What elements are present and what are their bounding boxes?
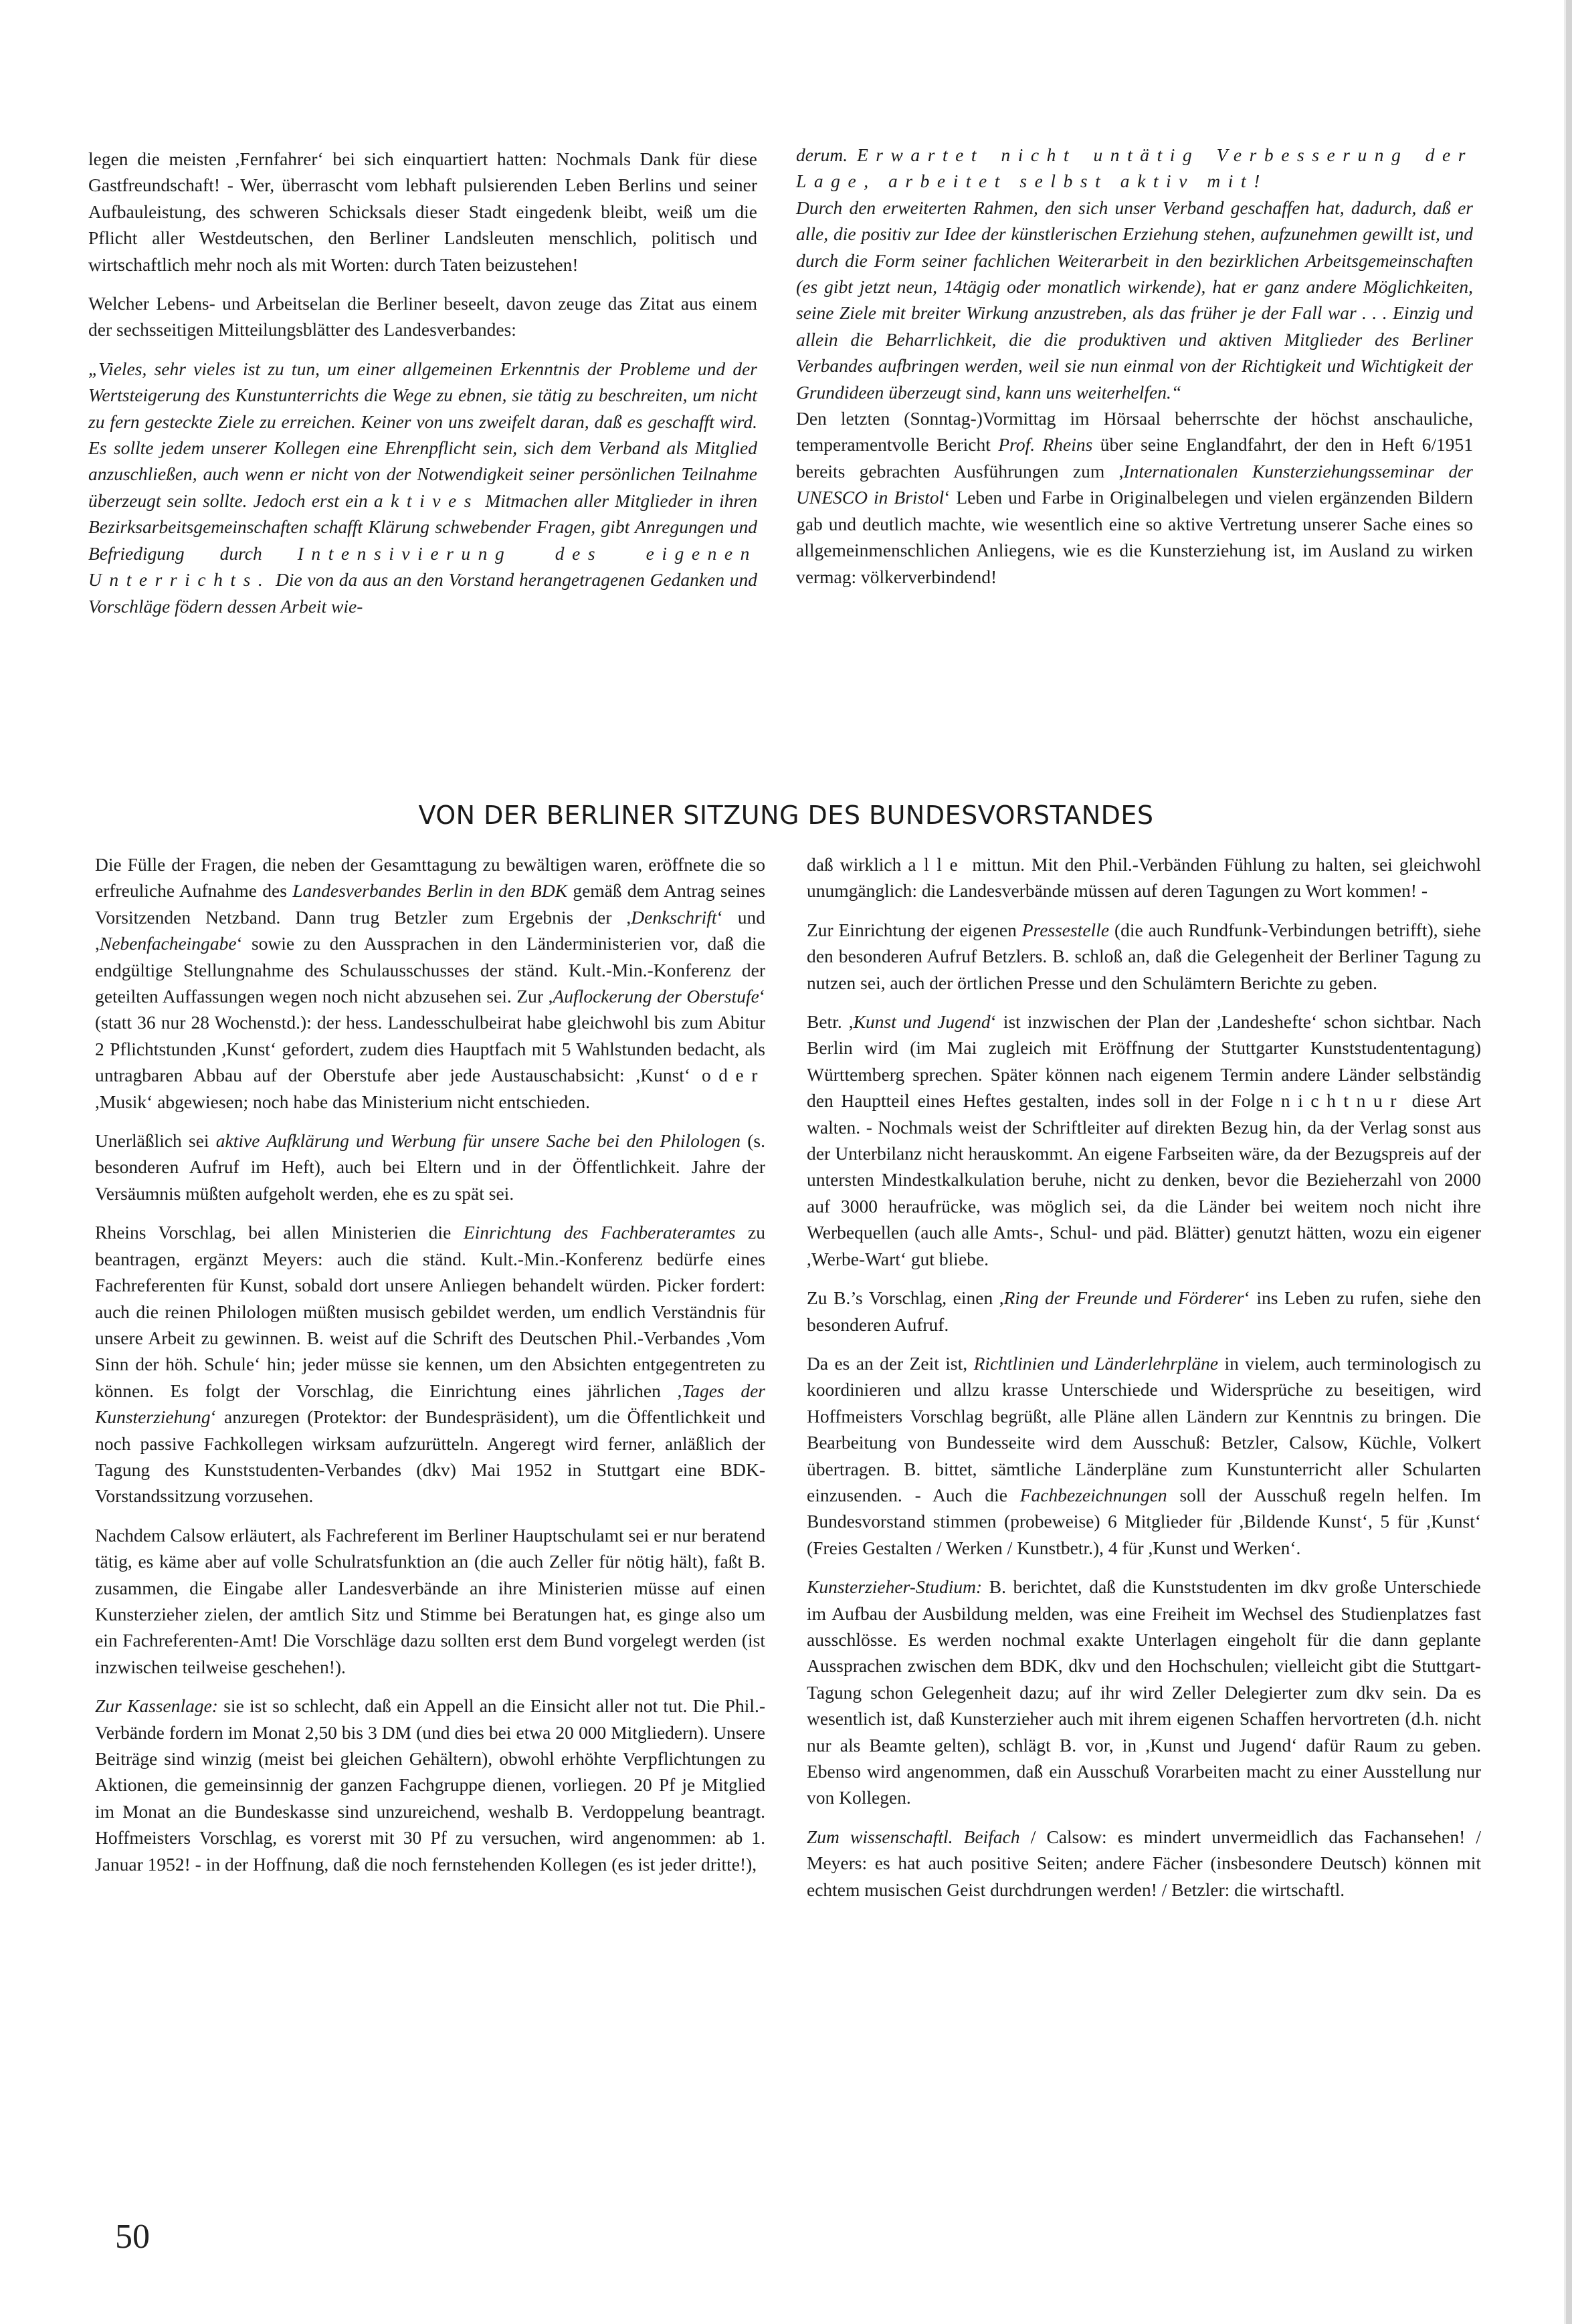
emphasis: Zur Kassenlage: bbox=[95, 1695, 218, 1717]
emphasis: Fachbezeichnungen bbox=[1019, 1484, 1167, 1505]
text: ‘ ins Leben zu rufen, siehe den besonderen Aufruf. bbox=[807, 1287, 1481, 1335]
text: ‘ (statt 36 nur 28 Wochenstd.): der hess. Landesschulbeirat habe gleichwohl bis zum Abitur 2 Pflichtstunden ,Kunst‘ gefordert, zudem dies Hauptfach mit 5 Wahlstunden bedacht, als untragbaren Abbau auf der Oberstufe aber jede Austauschabsicht: ,Kunst‘ bbox=[95, 986, 765, 1086]
text: Unerläßlich sei bbox=[95, 1130, 209, 1152]
paragraph bbox=[95, 1128, 765, 1206]
text: ,Musik‘ abgewiesen; noch habe das Ministerium nicht entschieden. bbox=[95, 1091, 591, 1112]
text: Betr. , bbox=[807, 1011, 854, 1033]
text: Zu B.’s Vorschlag, einen , bbox=[807, 1287, 1004, 1309]
text: (s. besonderen Aufruf im Heft), auch bei Eltern und in der Öffentlichkeit. Jahre der Versäumnis müßten aufgeholt werden, ehe es zu spät sei. bbox=[95, 1130, 765, 1204]
emphasis: Kunst und Jugend bbox=[853, 1011, 991, 1033]
text: ‘ Leben und Farbe in Originalbelegen und vielen ergänzenden Bildern gab und deutlich machte, wie wesentlich eine so aktive Vertretung unserer Sache eines so allgemeinmenschlichen Anliegens, wie es die Kunsterziehung ist, im Ausland zu wirken vermag: völkerverbindend! bbox=[796, 487, 1473, 587]
text: Da es an der Zeit ist, bbox=[807, 1352, 968, 1374]
text: gemäß dem Antrag seines Vorsitzenden Netzband. Dann trug Betzler zum Ergebnis der , bbox=[95, 880, 766, 928]
emphasis: Nebenfacheingabe bbox=[99, 933, 237, 954]
column-top-right bbox=[796, 142, 1473, 603]
text: sie ist so schlecht, daß ein Appell an die Einsicht aller not tut. Die Phil.-Verbände fordern im Monat 2,50 bis 3 DM (und dies bei etwa 20 000 Mitgliedern). Unsere Beiträge sind winzig (meist bei gleichen Gehältern), obwohl erhöhte Verpflichtungen zu Aktionen, die gemeinsinnig der ganzen Fachgruppe dienen, vorliegen. 20 Pf je Mitglied im Monat an die Bundeskasse sind unzureichend, weshalb B. Verdoppelung beantragt. Hoffmeisters Vorschlag, es vorerst mit 30 Pf zu versuchen, wird angenommen: ab 1. Januar 1952! - in der Hoffnung, daß die noch fernstehenden Kollegen (es ist jeder dritte!), bbox=[95, 1695, 766, 1875]
text: in vielem, auch terminologisch zu koordinieren und allzu krasse Unterschiede und Widersprüche zu beseitigen, wird Hoffmeisters Vorschlag begrüßt, alle Pläne allen Ländern zur Kenntnis zu bringen. Die Bearbeitung von Bundesseite wird dem Ausschuß: Betzler, Calsow, Küchle, Volkert übertragen. B. bittet, sämtliche Länderpläne zum Kunstunterricht aller Schularten einzusenden. - Auch die bbox=[807, 1352, 1482, 1505]
paragraph bbox=[95, 851, 765, 1115]
spaced-emphasis: alle bbox=[908, 854, 966, 875]
quote-text: derum. bbox=[796, 144, 848, 165]
text: soll der Ausschuß regeln helfen. Im Bundesvorstand stimmen (probeweise) 6 Mitglieder für ,Bildende Kunst‘, 5 für ,Kunst‘ (Freies Gestalten / Werken / Kunstbetr.), 4 für ,Kunst und Werken‘. bbox=[807, 1484, 1482, 1558]
text: (die auch Rundfunk-Verbindungen betrifft), siehe den besonderen Aufruf Betzlers. B. schloß an, daß die Gelegenheit der Berliner Tagung zu nutzen sei, auch der örtlichen Presse und den Schulämtern Berichte zu geben. bbox=[807, 919, 1481, 993]
paragraph bbox=[807, 1824, 1481, 1903]
emphasis: Auflockerung der Oberstufe bbox=[553, 986, 759, 1007]
paragraph bbox=[807, 1350, 1481, 1561]
paragraph bbox=[807, 917, 1481, 996]
text: Die Fülle der Fragen, die neben der Gesamttagung zu bewältigen waren, eröffnete die so erfreuliche Aufnahme des bbox=[95, 854, 765, 902]
quote-text: Mitmachen aller Mitglieder in ihren Bezirksarbeitsgemeinschaften schafft Klärung schwebender Fragen, gibt Anregungen und Befriedigung durch bbox=[88, 490, 757, 564]
quote-block bbox=[88, 356, 757, 619]
text: zu beantragen, ergänzt Meyers: auch die ständ. Kult.-Min.-Konferenz bedürfe eines Fachreferenten für Kunst, sobald dort unsere Anliegen behandelt würden. Picker fordert: auch die reinen Philologen müßten musisch gebildet werden, um endlich Verständnis für unsere Arbeit zu gewinnen. B. weist auf die Schrift des Deutschen Phil.-Verbandes ,Vom Sinn der höh. Schule‘ hin; jeder müsse sie kennen, um den Absichten entgegentreten zu können. Es folgt der Vorschlag, die Einrichtung eines jährlichen , bbox=[95, 1222, 766, 1401]
spaced-emphasis: Intensivierung des eigenen Unterrichts. bbox=[88, 542, 757, 591]
emphasis: aktive Aufklärung und Werbung für unsere Sache bei den Philologen bbox=[215, 1130, 741, 1152]
column-top-left bbox=[88, 146, 757, 619]
text: Den letzten (Sonntag-)Vormittag im Hörsaal beherrschte der höchst anschauliche, temperamentvolle Bericht bbox=[796, 408, 1473, 455]
text: ‘ anzuregen (Protektor: der Bundespräsident), um die Öffentlichkeit und noch passive Fachkollegen wirksam aufzurütteln. Angeregt wird ferner, anläßlich der Tagung des Kunststudenten-Verbandes (dkv) Mai 1952 in Stuttgart eine BDK-Vorstandssitzung vorzusehen. bbox=[95, 1406, 765, 1507]
paragraph bbox=[807, 1285, 1481, 1338]
text: / Calsow: es mindert unvermeidlich das Fachansehen! / Meyers: es hat auch positive Seiten; andere Fächer (insbesondere Deutsch) können mit echtem musischen Geist durchdrungen werden! / Betzler: die wirtschaftl. bbox=[807, 1826, 1481, 1900]
emphasis: Ring der Freunde und Förderer bbox=[1003, 1287, 1244, 1309]
emphasis: Internationalen Kunsterziehungsseminar der UNESCO in Bristol bbox=[796, 460, 1473, 508]
emphasis: Zum wissenschaftl. Beifach bbox=[807, 1826, 1020, 1847]
quote-text: Die von da aus an den Vorstand herangetragenen Gedanken und Vorschläge födern dessen Arbeit wie- bbox=[88, 569, 757, 617]
paragraph bbox=[807, 1574, 1481, 1811]
page-edge bbox=[1566, 0, 1572, 2324]
column-bottom-right bbox=[807, 851, 1481, 1915]
quote-text: Durch den erweiterten Rahmen, den sich unser Verband geschaffen hat, dadurch, daß er alle, die positiv zur Idee der künstlerischen Erziehung stehen, aufzunehmen gewillt ist, und durch die Form seiner fachlichen Weiterarbeit in den bezirklichen Arbeitsgemeinschaften (es gibt jetzt neun, 14tägig oder monatlich wirkende), hat er ganz andere Möglichkeiten, seine Ziele mit breiter Wirkung anzustreben, als das früher je der Fall war . . . Einzig und allein die Beharrlichkeit, die die produktiven und aktiven Mitglieder des Berliner Verbandes aufbringen werden, weil sie nun einmal von der Richtigkeit und Wichtigkeit der Grundideen überzeugt sind, kann uns weiterhelfen.“ bbox=[796, 197, 1473, 403]
spaced-emphasis: Erwartet nicht untätig Verbesserung der Lage, arbeitet selbst aktiv mit! bbox=[796, 144, 1473, 192]
page-number: 50 bbox=[115, 2218, 150, 2256]
paragraph bbox=[796, 405, 1473, 590]
text: ‘ und , bbox=[95, 906, 765, 954]
paragraph bbox=[807, 851, 1481, 904]
spaced-emphasis: aktives bbox=[373, 490, 480, 511]
text: mittun. Mit den Phil.-Verbänden Fühlung zu halten, sei gleichwohl unumgänglich: die Landesverbände müssen auf deren Tagungen zu Wort kommen! - bbox=[807, 854, 1482, 902]
paragraph: Nachdem Calsow erläutert, als Fachreferent im Berliner Hauptschulamt sei er nur beratend tätig, es käme aber auf volle Schulratsfunktion an (die auch Zeller für nötig hält), faßt B. zusammen, die Eingabe aller Landesverbände an ihre Ministerien müsse auf einen Kunsterzieher zielen, der amtlich Sitz und Stimme bei Beratungen hat, es ginge also um ein Fachreferenten-Amt! Die Vorschläge dazu sollten erst dem Bund vorgelegt werden (ist inzwischen teilweise geschehen!). bbox=[95, 1524, 765, 1677]
emphasis: Pressestelle bbox=[1021, 919, 1110, 940]
spaced-emphasis: oder bbox=[701, 1065, 766, 1086]
paragraph bbox=[95, 1693, 765, 1877]
text: ‘ sowie zu den Aussprachen in den Länderministerien vor, daß die endgültige Stellungnahme des Schulausschusses der ständ. Kult.-Min.-Konferenz der geteilten Auffassungen wegen noch nicht abzusehen sei. Zur , bbox=[95, 933, 765, 1007]
paragraph bbox=[807, 1009, 1481, 1272]
spaced-emphasis: nichtnur bbox=[1280, 1090, 1404, 1112]
column-bottom-left bbox=[95, 851, 765, 1890]
section-heading: VON DER BERLINER SITZUNG DES BUNDESVORSTANDES bbox=[418, 801, 1154, 830]
quote-text: „Vieles, sehr vieles ist zu tun, um einer allgemeinen Erkenntnis der Probleme und der Wertsteigerung des Kunstunterrichts die Wege zu ebnen, sie tätig zu beschreiten, um nicht zu fern gesteckte Ziele zu erreichen. Keiner von uns zweifelt daran, daß es geschafft wird. Es sollte jedem unserer Kollegen eine Ehrenpflicht sein, sich dem Verband als Mitglied anzuschließen, auch wenn er nicht von der Notwendigkeit seiner persönlichen Teilnahme überzeugt sein sollte. Jedoch erst ein bbox=[88, 358, 757, 511]
text: B. berichtet, daß die Kunststudenten im dkv große Unterschiede im Aufbau der Ausbildung melden, was eine Freiheit im Wechsel des Studienplatzes fast ausschlösse. Es werden nochmal exakte Unterlagen eingeholt für die dann geplante Aussprachen zwischen dem BDK, dkv und den Hochschulen; vielleicht gibt die Stuttgart-Tagung schon Gelegenheit dazu; auf ihr wird Zeller Delegierter zum dkv sein. Da es wesentlich ist, daß Kunsterzieher auch mit ihrem eigenen Schaffen hervortreten (d.h. nicht nur als Beamte gelten), schlägt B. vor, in ,Kunst und Jugend‘ dafür Raum zu geben. Ebenso wird angenommen, daß ein Ausschuß Vorarbeiten macht zu einer Ausstellung nur von Kollegen. bbox=[807, 1576, 1482, 1808]
quote-continuation bbox=[796, 142, 1473, 195]
emphasis: Tages der Kunsterziehung bbox=[95, 1380, 765, 1428]
paragraph: legen die meisten ,Fernfahrer‘ bei sich einquartiert hatten: Nochmals Dank für diese Gastfreundschaft! - Wer, überrascht vom lebhaft pulsierenden Leben Berlins und seiner Aufbauleistung, des schweren Schicksals dieser Stadt eingedenk bleibt, weiß um die Pflicht aller Westdeutschen, den Berliner Landsleuten menschlich, politisch und wirtschaftlich mehr noch als mit Worten: durch Taten beizustehen! bbox=[88, 148, 757, 275]
text: über seine Englandfahrt, der den in Heft 6/1951 bereits gebrachten Ausführungen zum , bbox=[796, 434, 1474, 482]
emphasis: Einrichtung des Fachberateramtes bbox=[463, 1222, 736, 1243]
paragraph bbox=[95, 1219, 765, 1509]
emphasis: Denkschrift bbox=[631, 906, 717, 928]
text: ‘ ist inzwischen der Plan der ,Landeshefte‘ schon sichtbar. Nach Berlin wird (im Mai zugleich mit Eröffnung der Stuttgarter Kunststudententagung) Württemberg sprechen. Später können nach eigenem Termin andere Länder selbständig den Hauptteil eines Heftes gestalten, indes soll in der Folge bbox=[807, 1011, 1481, 1112]
emphasis: Landesverbandes Berlin in den BDK bbox=[292, 880, 567, 902]
emphasis: Prof. Rheins bbox=[998, 434, 1093, 455]
emphasis: Kunsterzieher-Studium: bbox=[807, 1576, 983, 1598]
quote-block bbox=[796, 195, 1473, 405]
text: daß wirklich bbox=[807, 854, 902, 875]
paragraph: Welcher Lebens- und Arbeitselan die Berliner beseelt, davon zeuge das Zitat aus einem der sechsseitigen Mitteilungsblätter des Landesverbandes: bbox=[88, 293, 757, 340]
text: Zur Einrichtung der eigenen bbox=[807, 919, 1017, 940]
emphasis: Richtlinien und Länderlehrpläne bbox=[973, 1352, 1219, 1374]
text: diese Art walten. - Nochmals weist der Schriftleiter auf direkten Bezug hin, da der Verlag sonst aus der Unterbilanz nicht herauskommt. An eigene Farbseiten wäre, da der Bezugspreis auf der untersten Mindestkalkulation beruhe, nicht zu denken, bevor die Bezieherzahl von 2000 auf 3000 heraufrücke, was möglich sei, da die Länder bei weitem noch nicht ihre Werbequellen (auch alle Amts-, Schul- und päd. Blätter) genutzt hätten, wozu ein eigener ,Werbe-Wart‘ gut bliebe. bbox=[807, 1090, 1481, 1269]
text: Rheins Vorschlag, bei allen Ministerien die bbox=[95, 1222, 452, 1243]
